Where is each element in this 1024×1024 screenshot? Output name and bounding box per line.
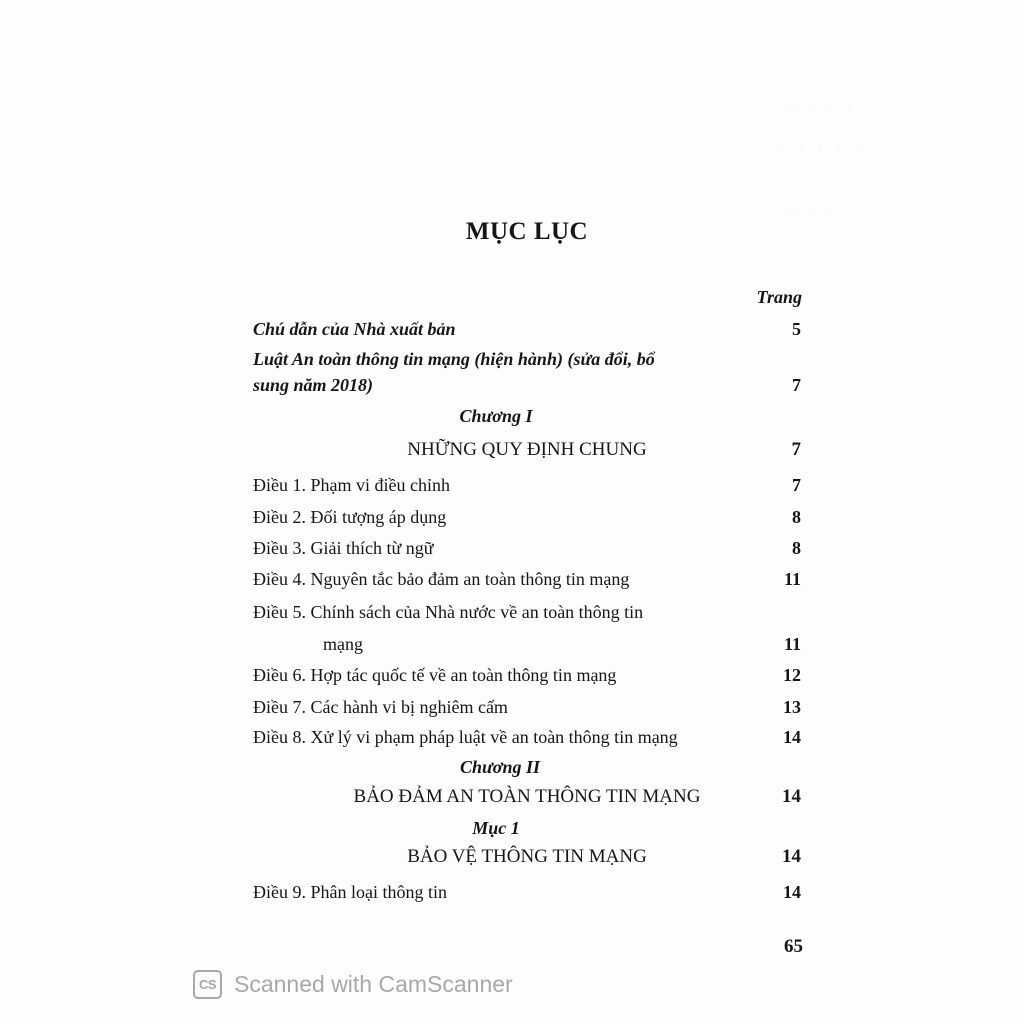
toc-entry	[253, 537, 801, 559]
toc-entry	[253, 506, 801, 528]
toc-entry-page: 7	[792, 475, 801, 495]
camscanner-logo-icon: CS	[193, 970, 222, 999]
toc-entry-text: Điều 5. Chính sách của Nhà nước về an toàn thông tin	[253, 602, 644, 622]
column-header-page: Trang	[756, 287, 802, 307]
toc-entry	[253, 726, 801, 748]
toc-entry-text: Điều 6. Hợp tác quốc tế về an toàn thông tin mạng	[253, 665, 617, 685]
toc-entry-text: Điều 9. Phân loại thông tin	[253, 882, 447, 902]
section-label: Mục 1	[472, 818, 520, 838]
toc-entry-page: 14	[783, 727, 801, 747]
toc-entry-page: 5	[792, 319, 801, 339]
toc-entry	[253, 348, 801, 370]
chapter-heading	[253, 439, 801, 463]
toc-entry-page: 13	[783, 697, 801, 717]
toc-entry-page: 11	[783, 634, 801, 654]
chapter-heading-text: BẢO ĐẢM AN TOÀN THÔNG TIN MẠNG	[353, 786, 701, 807]
toc-entry-text: Điều 3. Giải thích từ ngữ	[253, 538, 434, 558]
bleed-through-marks: · · · · ·	[780, 140, 866, 154]
chapter-heading-text: NHỮNG QUY ĐỊNH CHUNG	[407, 439, 647, 460]
toc-entry-text: mạng	[323, 634, 363, 654]
toc-entry-page: 7	[792, 375, 801, 395]
toc-entry	[253, 474, 801, 496]
bleed-through-marks: · · ·	[790, 208, 838, 222]
chapter-heading	[253, 786, 801, 810]
toc-entry-page: 12	[783, 665, 801, 685]
toc-entry-text: Điều 2. Đối tượng áp dụng	[253, 507, 447, 527]
toc-entry	[253, 601, 801, 623]
toc-entry-text: Điều 7. Các hành vi bị nghiêm cấm	[253, 697, 508, 717]
toc-entry-text: Điều 8. Xử lý vi phạm pháp luật về an toàn thông tin mạng	[253, 727, 678, 747]
toc-entry-page: 11	[783, 569, 801, 589]
toc-entry-page: 14	[783, 882, 801, 902]
chapter-heading-page: 7	[791, 439, 801, 460]
toc-entry-text: Chú dẫn của Nhà xuất bản	[253, 319, 456, 339]
chapter-heading-page: 14	[782, 786, 801, 807]
section-heading	[253, 846, 801, 870]
watermark-text: Scanned with CamScanner	[234, 970, 513, 997]
page-number: 65	[784, 936, 803, 957]
toc-entry	[253, 696, 801, 718]
toc-entry-page: 8	[792, 507, 801, 527]
chapter-label: Chương II	[460, 757, 540, 777]
camscanner-watermark	[193, 968, 513, 1000]
toc-entry	[253, 568, 801, 590]
toc-entry	[253, 633, 801, 655]
toc-entry-page: 8	[792, 538, 801, 558]
toc-entry	[253, 881, 801, 903]
toc-entry-text: Luật An toàn thông tin mạng (hiện hành) (sửa đổi, bổ	[253, 349, 655, 369]
toc-entry	[253, 318, 801, 340]
toc-entry-text: Điều 4. Nguyên tắc bảo đảm an toàn thông tin mạng	[253, 569, 630, 589]
toc-entry	[253, 664, 801, 686]
page-title: MỤC LỤC	[465, 218, 589, 245]
section-heading-page: 14	[782, 846, 801, 867]
toc-entry-text: Điều 1. Phạm vi điều chỉnh	[253, 475, 450, 495]
chapter-label: Chương I	[459, 406, 533, 426]
toc-entry	[253, 374, 801, 396]
section-heading-text: BẢO VỆ THÔNG TIN MẠNG	[407, 846, 647, 867]
toc-entry-text: sung năm 2018)	[253, 375, 374, 395]
bleed-through-marks: · · · ·	[790, 102, 857, 116]
